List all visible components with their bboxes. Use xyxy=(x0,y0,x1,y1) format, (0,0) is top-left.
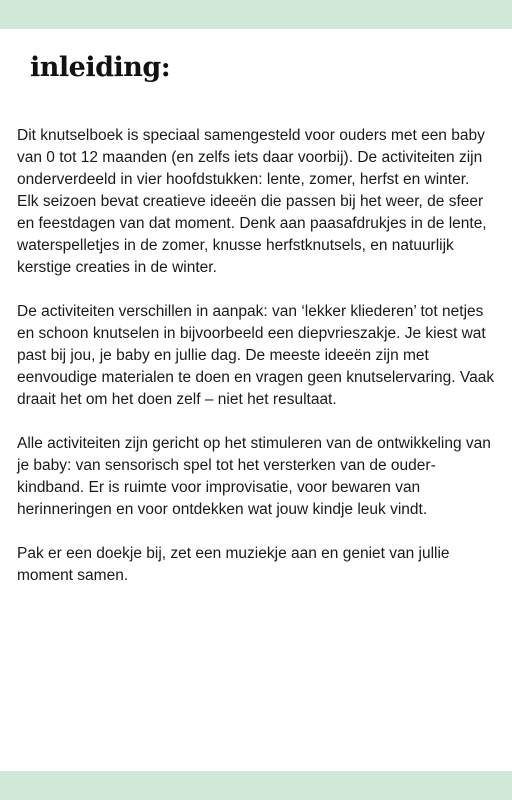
paragraph-approach: De activiteiten verschillen in aanpak: van ‘lekker kliederen’ tot netjes en schoon knutselen in bijvoorbeeld een diepvrieszakje. Je kiest wat past bij jou, je baby en jullie dag. De meeste ideeën zijn met eenvoudige materialen te doen en vragen geen knutselervaring. Vaak draait het om het doen zelf – niet het resultaat. xyxy=(17,303,495,408)
bottom-color-band xyxy=(0,771,512,800)
paragraph-intro: Dit knutselboek is speciaal samengesteld voor ouders met een baby van 0 tot 12 maanden (en zelfs iets daar voorbij). De activiteiten zijn onderverdeeld in vier hoofdstukken: lente, zomer, herfst en winter. Elk seizoen bevat creatieve ideeën die passen bij het weer, de sfeer en feestdagen van dat moment. Denk aan paasafdrukjes in de lente, waterspelletjes in de zomer, knusse herfstknutsels, en natuurlijk kerstige creaties in de winter. xyxy=(17,127,487,276)
top-color-band xyxy=(0,0,512,29)
body-text xyxy=(17,125,495,609)
page-title: inleiding: xyxy=(30,52,171,83)
paragraph-closing: Pak er een doekje bij, zet een muziekje aan en geniet van jullie moment samen. xyxy=(17,545,450,584)
paragraph-development: Alle activiteiten zijn gericht op het stimuleren van de ontwikkeling van je baby: van sensorisch spel tot het versterken van de ouder-kindband. Er is ruimte voor improvisatie, voor bewaren van herinneringen en voor ontdekken wat jouw kindje leuk vindt. xyxy=(17,435,491,518)
